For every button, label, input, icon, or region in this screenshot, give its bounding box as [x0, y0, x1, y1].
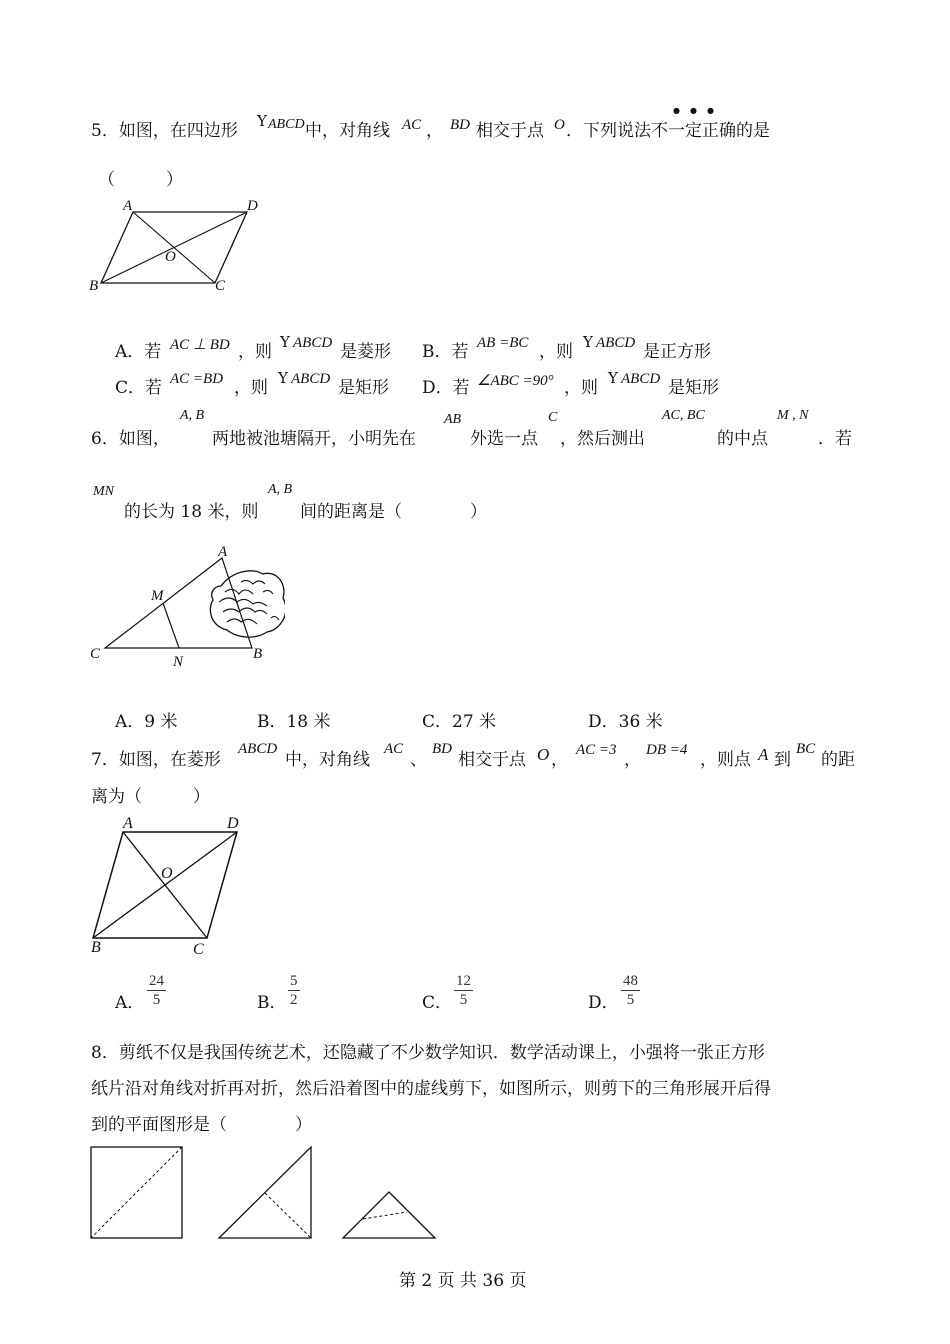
q7-text8: 到 — [774, 750, 791, 770]
q5-bd: BD — [450, 117, 470, 133]
emphasis-text: 不一定 — [651, 121, 702, 141]
label-a: A — [123, 198, 133, 214]
step3-cut-triangle — [343, 1192, 435, 1238]
fraction — [147, 972, 166, 1009]
label-n: N — [173, 654, 184, 670]
q7-a: A — [758, 745, 769, 764]
option-shape: ABCD — [596, 335, 636, 351]
option-result: 是菱形 — [340, 342, 391, 362]
parallelogram-symbol: Y — [280, 333, 290, 351]
emphasis-dot: ● — [673, 106, 680, 115]
q6-text7: 间的距离是（ ） — [300, 502, 487, 522]
option-text: ，则 — [539, 342, 573, 362]
numerator: 12 — [456, 973, 471, 989]
q6-text1: 两地被池塘隔开，小明先在 — [212, 429, 416, 449]
step2-triangle — [219, 1147, 311, 1238]
q7-text7: ，则点 — [700, 750, 751, 770]
q7-line2: 离为（ ） — [91, 787, 210, 807]
q6-option-d[interactable]: D．36 米 — [588, 712, 663, 732]
label-o: O — [161, 865, 173, 882]
option-label: C．若 — [115, 378, 163, 398]
fraction — [621, 972, 640, 1009]
q6-option-b[interactable]: B．18 米 — [257, 712, 331, 732]
parallelogram-symbol: Y — [257, 112, 267, 130]
option-condition: ∠ABC =90° — [477, 373, 554, 389]
q5-parallelogram-figure — [85, 195, 285, 295]
denominator: 5 — [459, 992, 468, 1008]
option-label: D． — [588, 993, 619, 1013]
q6-ab: A, B — [268, 482, 293, 497]
label-a: A — [218, 544, 228, 560]
q7-rhombus-figure — [85, 810, 260, 960]
option-text: ，则 — [234, 378, 268, 398]
fraction — [288, 972, 300, 1009]
q6-text4: 的中点 — [717, 429, 768, 449]
label-c: C — [215, 278, 226, 294]
parallelogram-symbol: Y — [278, 369, 288, 387]
label-d: D — [227, 815, 239, 832]
label-a: A — [123, 815, 133, 832]
q5-text2: 中，对角线 — [305, 121, 390, 141]
q6-text: 6．如图， — [91, 429, 170, 449]
q6-option-a[interactable]: A．9 米 — [115, 712, 178, 732]
q5-comma: ， — [426, 121, 443, 141]
label-o: O — [165, 249, 176, 265]
diagonal-bd — [93, 832, 237, 938]
q7-ac-value: AC =3 — [576, 742, 617, 758]
q6-text6: 的长为 18 米，则 — [124, 502, 259, 522]
option-text: ，则 — [564, 378, 598, 398]
q6-text2: 外选一点 — [470, 429, 538, 449]
diagonal-bd — [101, 212, 247, 283]
q7-text3: 、 — [410, 750, 427, 770]
q7-text4: 相交于点 — [458, 750, 526, 770]
option-condition: AB =BC — [477, 335, 529, 351]
denominator: 5 — [626, 992, 635, 1008]
q6-ab: A, B — [180, 408, 205, 423]
q7-ac: AC — [384, 741, 404, 757]
option-shape: ABCD — [293, 335, 333, 351]
label-b: B — [89, 278, 99, 294]
q7-text5: ， — [551, 750, 568, 770]
q6-mn-segment: MN — [93, 484, 114, 499]
option-result: 是矩形 — [338, 378, 389, 398]
page-footer: 第 2 页 共 36 页 — [399, 1271, 527, 1291]
q5-ac: AC — [402, 117, 422, 133]
option-condition: AC =BD — [170, 371, 224, 387]
denominator: 2 — [290, 992, 298, 1008]
emphasis-dot: ● — [690, 106, 697, 115]
step1-square — [91, 1147, 182, 1238]
option-label: B． — [257, 993, 287, 1013]
q7-o: O — [537, 745, 550, 764]
q7-bd: BD — [432, 741, 452, 757]
option-result: 是矩形 — [668, 378, 719, 398]
option-label: A．若 — [115, 342, 162, 362]
q6-text3: ，然后测出 — [560, 429, 645, 449]
q5-text4: ．下列说法不一定正确的是 — [566, 121, 770, 141]
label-d: D — [247, 198, 258, 214]
option-label: D．若 — [422, 378, 470, 398]
option-result: 是正方形 — [643, 342, 711, 362]
q7-text1: 7．如图，在菱形 — [91, 750, 221, 770]
label-c: C — [90, 646, 101, 662]
q8-line3: 到的平面图形是（ ） — [91, 1115, 312, 1135]
q7-db-value: DB =4 — [646, 742, 688, 758]
q7-bc: BC — [796, 741, 816, 757]
denominator: 5 — [152, 992, 161, 1008]
option-condition: AC ⊥ BD — [170, 337, 230, 353]
q6-text5: ．若 — [818, 429, 852, 449]
q5-abcd: ABCD — [268, 117, 305, 132]
q8-paper-folding-figure — [85, 1140, 445, 1245]
label-m: M — [151, 588, 164, 604]
q7-text2: 中，对角线 — [285, 750, 370, 770]
label-b: B — [253, 646, 263, 662]
pond-texture — [219, 580, 279, 624]
parallelogram-symbol: Y — [608, 369, 618, 387]
q5-text3: 相交于点 — [476, 121, 544, 141]
q5-o: O — [554, 117, 565, 133]
q7-text9: 的距 — [821, 750, 855, 770]
numerator: 48 — [623, 973, 638, 989]
q6-acbc: AC, BC — [662, 408, 705, 423]
q5-answer-paren: （ ） — [98, 170, 183, 190]
option-shape: ABCD — [291, 371, 331, 387]
q6-mn: M , N — [777, 408, 809, 423]
numerator: 24 — [149, 973, 164, 989]
option-label: A． — [115, 993, 145, 1013]
q5-text: 5．如图，在四边形 — [91, 121, 238, 141]
option-label: C． — [422, 993, 453, 1013]
q8-line1: 8．剪纸不仅是我国传统艺术，还隐藏了不少数学知识．数学活动课上，小强将一张正方形 — [91, 1043, 765, 1063]
option-label: B．若 — [422, 342, 469, 362]
numerator: 5 — [290, 973, 298, 989]
emphasis-dot: ● — [707, 106, 714, 115]
q7-text6: ， — [624, 750, 641, 770]
segment-mn — [163, 603, 179, 648]
q6-ab-segment: AB — [444, 412, 462, 427]
fraction — [454, 972, 473, 1009]
triangle-abc — [105, 558, 252, 648]
q8-line2: 纸片沿对角线对折再对折，然后沿着图中的虚线剪下，如图所示，则剪下的三角形展开后得 — [91, 1079, 771, 1099]
option-text: ，则 — [238, 342, 272, 362]
q6-pond-figure — [85, 540, 285, 670]
q6-option-c[interactable]: C．27 米 — [422, 712, 497, 732]
label-b: B — [91, 939, 101, 956]
label-c: C — [193, 941, 204, 958]
parallelogram-symbol: Y — [583, 333, 593, 351]
option-shape: ABCD — [621, 371, 661, 387]
q6-c: C — [548, 410, 558, 425]
q7-abcd: ABCD — [238, 741, 278, 757]
